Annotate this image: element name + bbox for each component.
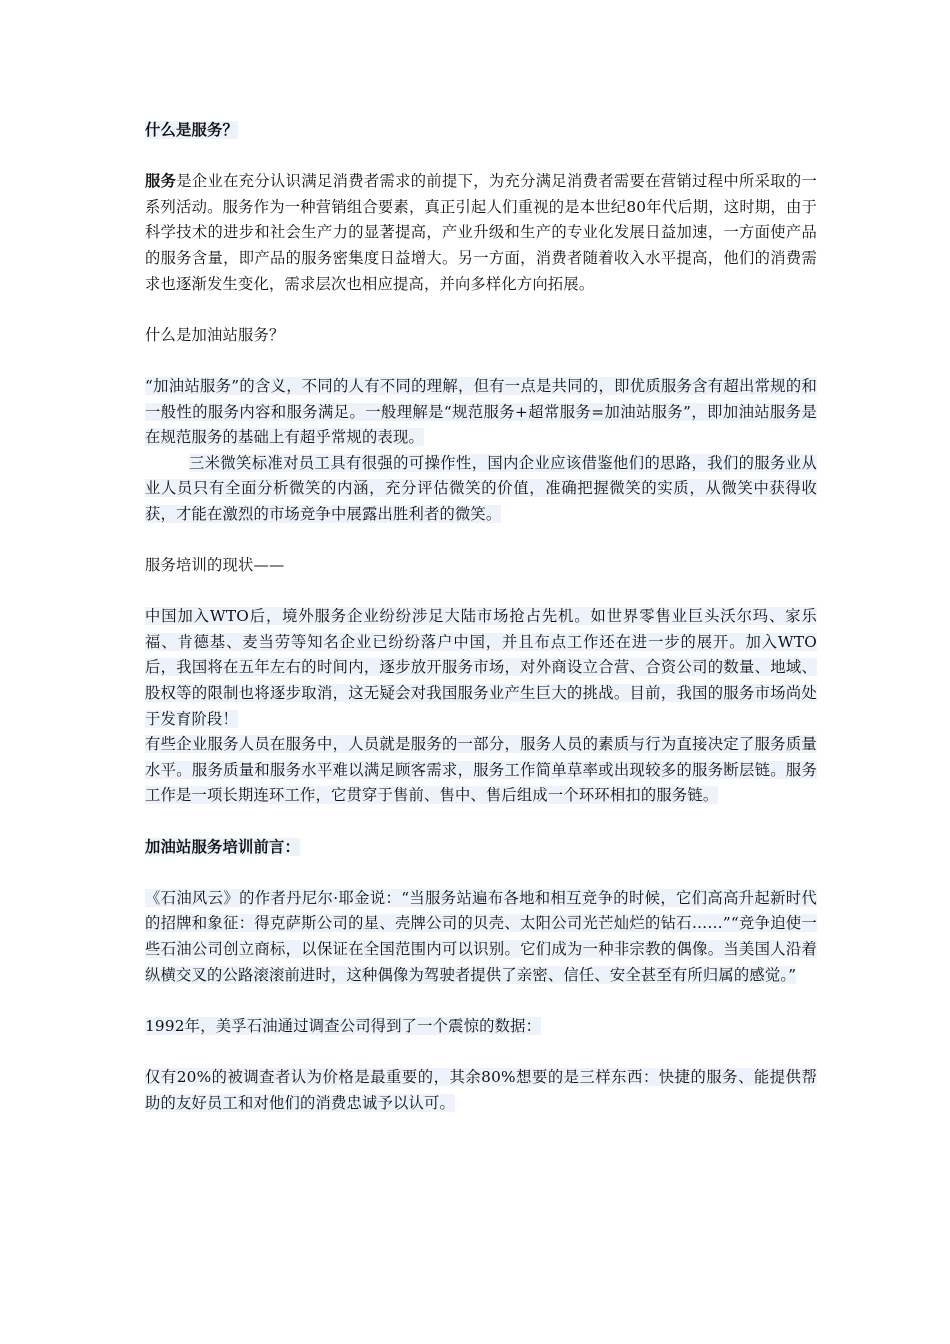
paragraph-service-definition [145, 169, 817, 297]
paragraph-text: 《石油风云》的作者丹尼尔·耶金说：“当服务站遍布各地和相互竞争的时候，它们高高升起新时代的招牌和象征：得克萨斯公司的星、壳牌公司的贝壳、太阳公司光芒灿烂的钻石……”“竞争迫使一些石油公司创立商标，以保证在全国范围内可以识别。它们成为一种非宗教的偶像。当美国人沿着纵横交叉的公路滚滚前进时，这种偶像为驾驶者提供了亲密、信任、安全甚至有所归属的感觉。” [145, 888, 817, 984]
heading-text: 加油站服务培训前言： [145, 837, 300, 856]
paragraph-oil-quote [145, 886, 817, 988]
paragraph-text: 1992年，美孚石油通过调查公司得到了一个震惊的数据： [145, 1016, 542, 1035]
paragraph-wto [145, 604, 817, 732]
paragraph-text: 是企业在充分认识满足消费者需求的前提下，为充分满足消费者需要在营销过程中所采取的一系列活动。服务作为一种营销组合要素，真正引起人们重视的是本世纪80年代后期，这时期，由于科学技术的进步和社会生产力的显著提高，产业升级和生产的专业化发展日益加速，一方面使产品的服务含量，即产品的服务密集度日益增大。另一方面，消费者随着收入水平提高，他们的消费需求也逐渐发生变化，需求层次也相应提高，并向多样化方向拓展。 [145, 172, 817, 293]
spacer [145, 348, 817, 374]
paragraph-service-staff [145, 732, 817, 809]
paragraph-gas-station-service [145, 374, 817, 451]
paragraph-survey-result [145, 1065, 817, 1116]
heading-text: 什么是加油站服务？ [145, 325, 285, 344]
document-page [145, 118, 817, 1116]
heading-text: 什么是服务？ [145, 121, 238, 139]
heading-training-preface [145, 835, 817, 861]
paragraph-text: 仅有20%的被调查者认为价格是最重要的，其余80%想要的是三样东西：快捷的服务、能提供帮助的友好员工和对他们的消费忠诚予以认可。 [145, 1067, 817, 1112]
paragraph-mobil-survey [145, 1014, 817, 1040]
spacer [145, 1039, 817, 1065]
spacer [145, 988, 817, 1014]
spacer [145, 809, 817, 835]
paragraph-text: “加油站服务”的含义，不同的人有不同的理解，但有一点是共同的，即优质服务含有超出常规的和一般性的服务内容和服务满足。一般理解是“规范服务+超常服务=加油站服务”，即加油站服务是在规范服务的基础上有超乎常规的表现。 [145, 376, 817, 447]
paragraph-text: 有些企业服务人员在服务中，人员就是服务的一部分，服务人员的素质与行为直接决定了服务质量水平。服务质量和服务水平难以满足顾客需求，服务工作简单草率或出现较多的服务断层链。服务工作是一项长期连环工作，它贯穿于售前、售中、售后组成一个环环相扣的服务链。 [145, 735, 817, 805]
heading-text: 服务培训的现状—— [145, 556, 285, 575]
heading-gas-station-service [145, 323, 817, 349]
heading-what-is-service [145, 118, 817, 144]
spacer [145, 144, 817, 170]
spacer [145, 579, 817, 605]
bold-term-service: 服务 [145, 172, 177, 191]
spacer [145, 297, 817, 323]
spacer [145, 860, 817, 886]
heading-training-status [145, 553, 817, 579]
paragraph-text: 中国加入WTO后，境外服务企业纷纷涉足大陆市场抢占先机。如世界零售业巨头沃尔玛、家乐福、肯德基、麦当劳等知名企业已纷纷落户中国，并且布点工作还在进一步的展开。加入WTO后，我国将在五年左右的时间内，逐步放开服务市场，对外商设立合营、合资公司的数量、地域、股权等的限制也将逐步取消，这无疑会对我国服务业产生巨大的挑战。目前，我国的服务市场尚处于发育阶段！ [145, 607, 817, 728]
paragraph-smile-standard [145, 451, 817, 528]
paragraph-text: 三米微笑标准对员工具有很强的可操作性，国内企业应该借鉴他们的思路，我们的服务业从业人员只有全面分析微笑的内涵，充分评估微笑的价值，准确把握微笑的实质，从微笑中获得收获，才能在激烈的市场竞争中展露出胜利者的微笑。 [145, 453, 817, 523]
spacer [145, 528, 817, 554]
